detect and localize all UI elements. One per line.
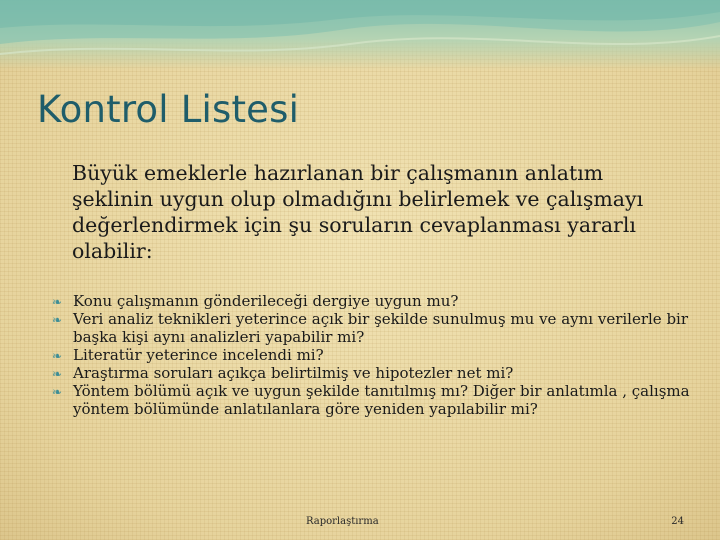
checklist-item-text: Literatür yeterince incelendi mi? — [73, 346, 324, 364]
checklist-item — [52, 292, 717, 310]
checklist-item — [52, 364, 717, 382]
leaf-bullet-icon: ❧ — [52, 385, 63, 399]
intro-paragraph: Büyük emeklerle hazırlanan bir çalışmanın anlatım şeklinin uygun olup olmadığını belirlemek ve çalışmayı değerlendirmek için şu soruların cevaplanması yararlı olabilir: — [72, 161, 644, 263]
slide-title: Kontrol Listesi — [37, 88, 300, 131]
leaf-bullet-icon: ❧ — [52, 367, 63, 381]
footer-text: Raporlaştırma — [306, 516, 379, 527]
checklist-item-text: Konu çalışmanın gönderileceği dergiye uygun mu? — [73, 292, 459, 310]
checklist-item-text: Veri analiz teknikleri yeterince açık bir şekilde sunulmuş mu ve aynı verilerle bir başka kişi aynı analizleri yapabilir mi? — [73, 310, 689, 346]
leaf-bullet-icon: ❧ — [52, 295, 63, 309]
checklist-item-text: Yöntem bölümü açık ve uygun şekilde tanıtılmış mı? Diğer bir anlatımla , çalışma yöntem bölümünde anlatılanlara göre yeniden yapılabilir mi? — [73, 382, 690, 418]
slide-number: 24 — [671, 516, 684, 527]
checklist-item — [52, 382, 717, 418]
checklist-item-text: Araştırma soruları açıkça belirtilmiş ve hipotezler net mi? — [73, 364, 514, 382]
leaf-bullet-icon: ❧ — [52, 313, 63, 327]
leaf-bullet-icon: ❧ — [52, 349, 63, 363]
checklist-item — [52, 310, 717, 346]
checklist — [52, 292, 717, 418]
checklist-item — [52, 346, 717, 364]
header-wave-decoration — [0, 0, 720, 80]
